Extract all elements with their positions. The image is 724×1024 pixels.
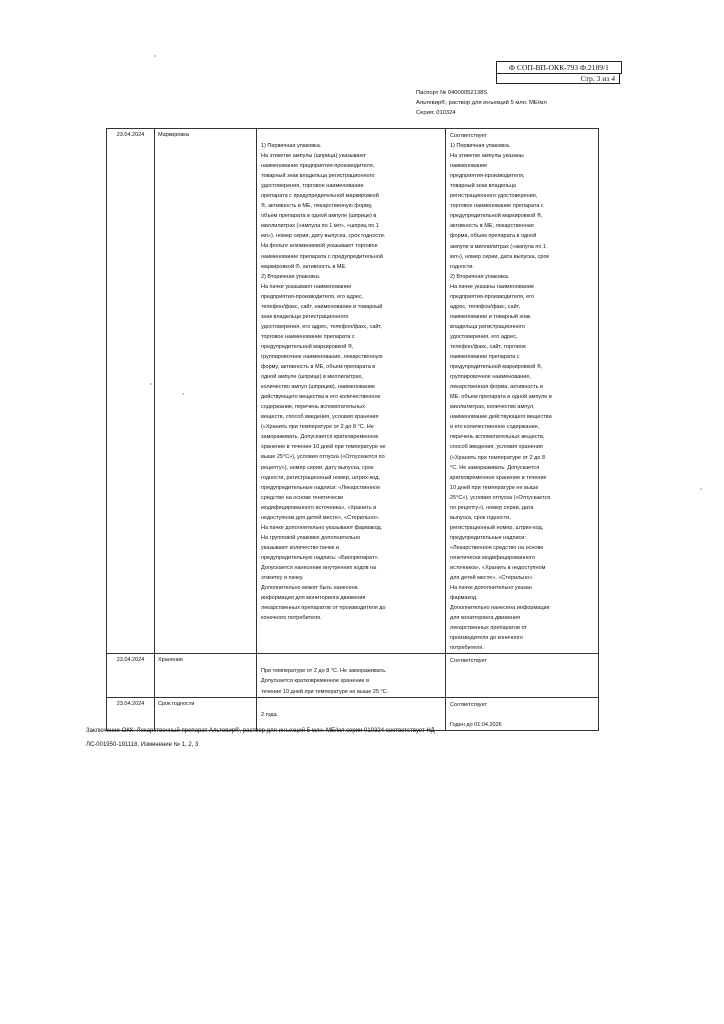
requirement-line: течение 10 дней при температуре не выше 25 °С. xyxy=(261,688,389,695)
requirement-line: конечного потребителя. xyxy=(261,615,322,622)
requirement-line: товарный знак владельца регистрационного xyxy=(261,173,375,180)
result-line: и его количественное содержание, xyxy=(450,424,540,431)
result-line: наименование действующего вещества xyxy=(450,414,552,421)
result-line: Дополнительно нанесена информация xyxy=(450,605,550,612)
requirement-line: мл»), номер серии, дату выпуска, срок годности. xyxy=(261,233,386,240)
result-line: предприятия-производителя, xyxy=(450,173,525,180)
result-line: регистрационного удостоверения, xyxy=(450,193,538,200)
result-line: форма, объем препарата в одной xyxy=(450,233,537,240)
product-name: Альтевир®, раствор для инъекций 5 млн. МЕ/мл xyxy=(416,100,547,106)
requirement-line: группировочное наименование, лекарственную xyxy=(261,353,383,360)
parameter-cell: Хранение xyxy=(155,654,257,697)
result-line: кратковременное хранение в течение xyxy=(450,474,547,481)
requirement-line: ®, активность в МЕ, лекарственную форму, xyxy=(261,203,373,210)
result-line: наименование xyxy=(450,163,488,170)
result-line: наименование препарата с xyxy=(450,354,520,361)
result-line: адрес, телефон/факс, сайт, xyxy=(450,303,521,310)
parameter-cell: Срок годности xyxy=(155,697,257,730)
passport-header xyxy=(416,88,547,118)
requirement-line: замораживать. Допускается кратковременное xyxy=(261,434,379,441)
requirement-line: действующего вещества и его количественное xyxy=(261,394,381,401)
result-line: Соответствует xyxy=(450,658,487,665)
date-cell: 23.04.2024 xyxy=(107,697,155,730)
scan-speck xyxy=(150,383,152,385)
result-line: «Лекарственное средство на основе xyxy=(450,544,544,551)
result-line: мл»), номер серии, дата выпуска, срок xyxy=(450,253,549,260)
result-cell xyxy=(446,697,599,730)
result-line: удостоверения, его адрес, xyxy=(450,333,518,340)
result-line: предупредительной маркировкой ®, xyxy=(450,364,543,371)
requirement-line: предупредительные надписи: «Лекарственное xyxy=(261,484,381,491)
requirement-line: На этикетке ампулы (шприца) указывают xyxy=(261,153,367,160)
requirement-line: содержание, перечень вспомогательных xyxy=(261,404,365,411)
result-line: Соответствует xyxy=(450,133,487,139)
requirement-line: предупредительную надпись: «Биопрепарат». xyxy=(261,554,380,561)
requirement-line: телефон/факс, сайт, наименование и товарный xyxy=(261,303,383,310)
result-line: наименование и товарный знак xyxy=(450,313,531,320)
requirement-line: На пачке дополнительно указывают фармакод. xyxy=(261,524,383,531)
result-line: годности. xyxy=(450,263,474,270)
result-line: для детей месте», «Стерильно». xyxy=(450,575,534,582)
requirement-line: На пачке указывают наименование xyxy=(261,283,352,290)
requirement-line: недоступном для детей месте», «Стерильно». xyxy=(261,514,380,521)
result-line: производителя до конечного xyxy=(450,635,523,642)
table-row xyxy=(107,129,599,654)
result-line: владельца регистрационного xyxy=(450,323,525,330)
result-line: предупредительные надписи: xyxy=(450,534,526,541)
requirement-line: 1) Первичная упаковка. xyxy=(261,143,322,149)
requirement-line: указывают количество пачек и xyxy=(261,544,339,551)
result-line: активность в МЕ, лекарственная xyxy=(450,223,534,230)
result-line: На пачке указаны наименование xyxy=(450,283,534,290)
requirement-cell xyxy=(257,654,446,697)
requirement-line: хранение в течение 10 дней при температуре не xyxy=(261,444,386,451)
result-line: («Хранить при температуре от 2 до 8 xyxy=(450,454,546,461)
result-line: ампуле в миллилитрах («ампула по 1 xyxy=(450,243,546,250)
result-line: °С. Не замораживать. Допускается xyxy=(450,464,540,471)
result-line: группировочное наименование, xyxy=(450,374,531,381)
requirement-line: годности, регистрационный номер, штрих-код, xyxy=(261,474,380,481)
requirement-line: рецепту»), номер серии, дату выпуска, срок xyxy=(261,464,374,471)
requirement-line: торговое наименование препарата с xyxy=(261,333,355,340)
requirement-line: количество ампул (шприцев), наименование xyxy=(261,384,376,391)
result-line: 1) Первичная упаковка. xyxy=(450,143,511,150)
requirement-line: наименование препарата с предупредительной xyxy=(261,253,383,260)
requirement-line: выше 25°С»), условия отпуска («Отпускается по xyxy=(261,454,385,461)
result-line: телефон/факс, сайт, торговое xyxy=(450,343,526,350)
requirement-line: 2) Вторичная упаковка. xyxy=(261,273,321,280)
result-line: 2) Вторичная упаковка. xyxy=(450,273,510,280)
result-line xyxy=(450,710,598,720)
result-line: На этикетке ампулы указаны xyxy=(450,153,524,160)
result-line: миллилитрах, количество ампул, xyxy=(450,404,535,411)
result-line: предупредительной маркировкой ®, xyxy=(450,213,543,220)
requirement-line: миллилитрах («ампула по 1 мл», «шприц по 1 xyxy=(261,223,379,230)
result-line: 10 дней при температуре не выше xyxy=(450,484,539,491)
requirement-line: При температуре от 2 до 8 °С. Не замораживать. xyxy=(261,668,387,675)
requirement-line: удостоверения, торговое наименование xyxy=(261,183,364,190)
result-line: перечень вспомогательных веществ, xyxy=(450,434,545,441)
result-line: выпуска, срок годности, xyxy=(450,514,511,521)
requirement-line: одной ампуле (шприце) в миллилитрах, xyxy=(261,374,363,381)
result-line: товарный знак владельца xyxy=(450,183,517,190)
conclusion-line: Заключение ОКК: Лекарственный препарат Альтевир®, раствор для инъекций 5 млн. МЕ/мл серии 010324 соответствует НД xyxy=(86,728,435,734)
specification-table xyxy=(106,128,599,731)
date-cell: 23.04.2024 xyxy=(107,654,155,697)
result-line: На пачке дополнительно указан xyxy=(450,585,532,592)
requirement-line: объем препарата в одной ампуле (шприце) в xyxy=(261,213,377,220)
scan-speck xyxy=(182,393,184,395)
requirement-line: предприятия-производителя, его адрес, xyxy=(261,293,364,300)
result-line: лекарственная форма, активность в xyxy=(450,384,544,391)
requirement-line: знак владельца регистрационного xyxy=(261,313,349,320)
requirement-line: Дополнительно может быть нанесена xyxy=(261,585,358,592)
requirement-line: Допускается нанесение внутренних кодов на xyxy=(261,564,377,571)
result-line: по рецепту»), номер серии, дата xyxy=(450,504,534,511)
result-cell xyxy=(446,129,599,654)
result-line: лекарственных препаратов от xyxy=(450,625,527,632)
result-line: для мониторинга движения xyxy=(450,615,521,622)
result-line: источника», «Хранить в недоступном xyxy=(450,565,546,572)
result-line: торговое наименование препарата с xyxy=(450,203,544,210)
requirement-line: модифицированного источника», «Хранить в xyxy=(261,504,377,511)
requirement-line: На групповой упаковке дополнительно xyxy=(261,534,361,541)
requirement-line: этикетку и пачку. xyxy=(261,575,304,582)
requirement-line: 2 года. xyxy=(261,711,279,718)
requirement-line: лекарственных препаратов от производителя до xyxy=(261,605,386,612)
requirement-line: На фольге алюминиевой указывают торговое xyxy=(261,243,378,250)
requirement-line: препарата с предупредительной маркировкой xyxy=(261,193,379,200)
result-line: способ введения, условия хранения xyxy=(450,444,543,451)
result-line: 25°С»), условия отпуска («Отпускается xyxy=(450,494,551,501)
requirement-line: наименование предприятия-производителя, xyxy=(261,163,375,170)
result-line: потребителя. xyxy=(450,645,484,652)
result-line: предприятия-производителя, его xyxy=(450,293,535,300)
requirement-line: форму, активность в МЕ, объем препарата в xyxy=(261,364,376,371)
requirement-line: средство на основе генетически xyxy=(261,494,344,501)
page-number: Стр. 3 из 4 xyxy=(496,73,620,84)
requirement-line: информация для мониторинга движения xyxy=(261,595,366,602)
conclusion-line: ЛС-001950-191118, Изменение № 1, 2, 3 xyxy=(86,742,199,748)
result-line: регистрационный номер, штрих-код, xyxy=(450,524,544,531)
result-cell xyxy=(446,654,599,697)
requirement-line: («Хранить при температуре от 2 до 8 °С. Не xyxy=(261,424,374,431)
date-cell: 23.04.2024 xyxy=(107,129,155,654)
series-number: Серия: 010324 xyxy=(416,110,456,116)
requirement-line: предупредительной маркировкой ®, xyxy=(261,343,354,350)
passport-number: Паспорт № 04000052138S xyxy=(416,90,488,96)
scan-speck xyxy=(154,55,156,57)
requirement-line: Допускается кратковременное хранение в xyxy=(261,678,370,685)
document-code: Ф СОП-ВП-ОКК-793 Ф.2189/1 xyxy=(496,61,622,74)
result-line: Соответствует xyxy=(450,701,487,708)
requirement-line: удостоверения, его адрес, телефон/факс, сайт, xyxy=(261,323,382,330)
requirement-line: маркировкой ®, активность в МЕ. xyxy=(261,263,347,270)
result-line: фармакод. xyxy=(450,595,478,602)
conclusion xyxy=(86,724,435,752)
result-line: Годен до 01.04.2026 xyxy=(450,721,502,728)
requirement-cell xyxy=(257,129,446,654)
specification-table-body xyxy=(107,129,599,731)
scan-speck xyxy=(700,488,702,490)
table-row xyxy=(107,654,599,697)
requirement-line: веществ, способ введения, условия хранения xyxy=(261,414,379,421)
result-line: генетически модифицированного xyxy=(450,554,536,561)
result-line: МЕ, объем препарата в одной ампуле в xyxy=(450,394,552,401)
parameter-cell: Маркировка xyxy=(155,129,257,654)
